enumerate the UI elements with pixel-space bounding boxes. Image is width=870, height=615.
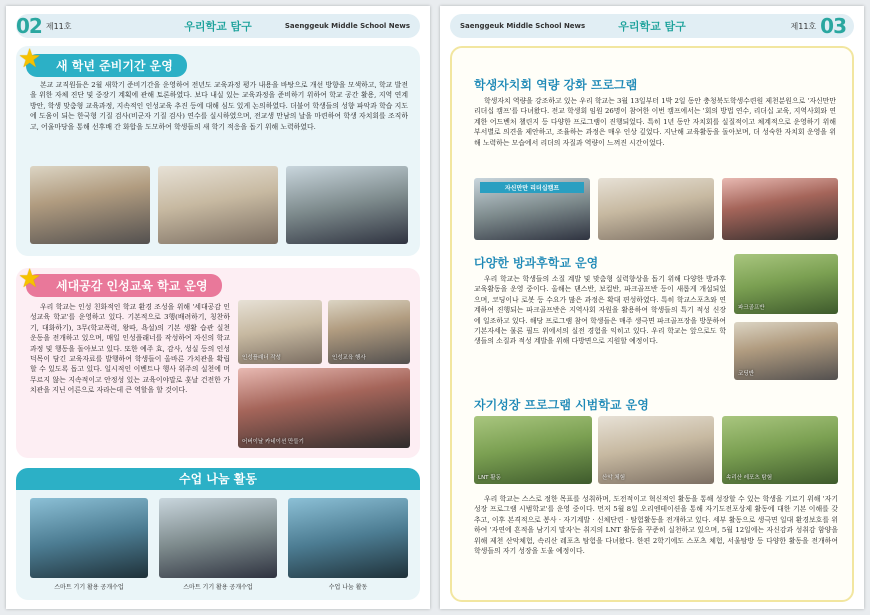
article-title: 자기성장 프로그램 시범학교 운영: [474, 398, 649, 412]
article-new-semester: [16, 46, 420, 256]
article-title: 세대공감 인성교육 학교 운영: [26, 274, 222, 297]
camp-banner: 자신만만 리더십캠프: [480, 182, 584, 193]
article-class-sharing: [16, 468, 420, 600]
page-left: [6, 6, 430, 609]
article-title: 다양한 방과후학교 운영: [474, 256, 599, 270]
article-body: 우리 학교는 스스로 정한 목표를 성취하며, 도전적이고 혁신적인 활동을 통해 성장할 수 있는 학생을 기르기 위해 '자기성장 프로그램 시범학교'를 운영 중이다. 먼저 5월 8일 오리엔테이션을 통해 자기도전포상제 활동에 대한 기본 이해를 갖추고, 이후 본격적으로 봉사 · 자기계발 · 신체단련 · 탐험활동을 전개하고 있다. 세부 활동으로 생극면 일대 환경보호를 위하여 '자연에 흔적을 남기지 말자'는 취지의 LNT 활동을 꾸준히 실천하고 있으며, 5월 12일에는 자신감과 성취감 함양을 위해 제천 산악체험, 속리산 레포츠 탐험을 다녀왔다. 한편 2학기에도 스포츠 체험, 서울탐방 등 다양한 활동을 전개하여 학생들의 자기 성장을 도울 예정이다.: [474, 495, 838, 556]
photo-character-event: 인성교육 행사: [328, 300, 410, 364]
article-body: 학생자치 역량을 강조하고 있는 우리 학교는 3월 13일부터 1박 2일 동안 충청북도학생수련원 제천분원으로 '자신만만 리더십 캠프'를 다녀왔다. 전교 학생회 임원 26명이 참여한 이번 캠프에서는 '회의 방법 연수, 리더십 교육, 지역사회와 연계한 어드벤처 챌린지 등 다양한 프로그램이 진행되었다. 특히 1년 동안 자치회를 실질적이고 체계적으로 운영하기 위해 부서별로 의견을 제안하고, 조율하는 과정은 매우 인상 깊었다. 지난해 교육활동을 돌아보며, 더 성숙한 자치회 운영을 위해 노력하는 모습에서 리더의 자질과 역량이 느껴진 시간이었다.: [474, 97, 836, 147]
issue-number: 제11호: [790, 21, 817, 31]
photo-sokrisan-leports: 속리산 레포츠 탐험: [722, 416, 838, 484]
article-body: 본교 교직원들은 2월 새학기 준비기간을 운영하여 전년도 교육과정 평가 내용을 바탕으로 개선 방향을 모색하고, 학교 발전을 위한 자체 진단 및 중장기 계획에 관해 토론하였다. 보다 내실 있는 교육과정을 준비하기 위하여 학교 공간 활용, 지역 연계 방안, 학생 맞춤형 교육과정, 지속적인 인성교육 추진 등에 대해 심도 있게 논의하였다. 더불어 학생들의 성향 파악과 학습 지도에 도움이 되는 한국형 기질 검사(비군자 기질 검사) 연수를 실시하였으며, 전교생 만남의 날을 마련하여 학생 자치회를 조직하고, 어울마당을 통해 선후배 간 화합을 도모하여 학생들의 새 학기 적응을 돕기 위해 노력하였다.: [30, 81, 408, 131]
page-header: [450, 14, 854, 38]
publication-name: Saenggeuk Middle School News: [460, 22, 586, 30]
photo-park-golf: 파크골프반: [734, 254, 838, 314]
right-content-frame: [450, 46, 854, 602]
photo-leadership-camp-1: [474, 178, 590, 240]
photo-caption: 수업 나눔 활동: [328, 584, 368, 591]
article-body: 우리 학교는 학생들의 소질 계발 및 맞춤형 실력향상을 돕기 위해 다양한 방과후 교육활동을 운영 중이다. 올해는 댄스반, 보컬반, 파크골프반 등이 새롭게 개설되었으며, 코딩이나 로봇 등 수요가 많은 과정은 확대 편성하였다. 특히 학교스포츠와 연계하여 진행되는 파크골프반은 지역사회 자원을 활용하여 학생들의 특기 적성 신장에 일조하고 있다. 해당 프로그램 참여 학생들은 매주 생극면 파크골프장을 방문하여 기본자세는 물론 필드 위에서의 실전 경험을 익히고 있다. 우리 학교는 앞으로도 학생들의 소질과 적성 계발을 위해 다방면으로 지원할 예정이다.: [474, 275, 726, 346]
photo-coding-class: 코딩반: [734, 322, 838, 380]
article-title: 수업 나눔 활동: [16, 468, 420, 490]
article-title: 학생자치회 역량 강화 프로그램: [474, 78, 638, 92]
photo-character-planner: 인성플래너 작성: [238, 300, 322, 364]
photo-leadership-camp-2: [598, 178, 714, 240]
page-right: [440, 6, 864, 609]
section-title: 우리학교 탐구: [184, 20, 252, 33]
photo-student-event: [286, 166, 408, 244]
page-number: 03: [820, 14, 846, 38]
article-body: 우리 학교는 인성 친화적인 학교 환경 조성을 위해 '세대공감 인성교육 학교'를 운영하고 있다. 기본적으로 3행(배려하기, 칭찬하기, 대화하기), 3무(학교폭력, 왕따, 욕설)의 기본 생활 습관 실천 운동을 전개하고 있으며, 매일 인성플래너를 작성하여 자신의 학교 과정 및 행동을 돌아보고 있다. 또한 예주 효, 감사, 성실 등의 인성 덕목이 담긴 교육자료를 발행하여 학생들이 올바른 가치관을 확립할 수 있도록 돕고 있다. 일시적인 이벤트나 행사 위주의 실천에 머무르지 않는 지속적이고 안정성 있는 교육이야말로 훗날 건전한 가치관을 지닌 어른으로 자라는데 큰 역할을 할 것이다.: [30, 303, 230, 395]
photo-caption: 스마트 기기 활용 공개수업: [54, 584, 124, 591]
page-number: 02: [16, 14, 42, 38]
star-icon: ★: [18, 264, 42, 294]
star-icon: ★: [18, 44, 42, 74]
photo-smart-class-1: [30, 498, 148, 578]
photo-student-assembly: [158, 166, 278, 244]
photo-staff-meeting: [30, 166, 150, 244]
article-title: 새 학년 준비기간 운영: [26, 54, 187, 77]
issue-number: 제11호: [45, 21, 72, 31]
photo-caption: 스마트 기기 활용 공개수업: [183, 584, 253, 591]
photo-class-sharing: [288, 498, 408, 578]
photo-carnation-making: 어버이날 카네이션 만들기: [238, 368, 410, 448]
photo-mountain-experience: 산악 체험: [598, 416, 714, 484]
page-header: [16, 14, 420, 38]
publication-name: Saenggeuk Middle School News: [284, 22, 410, 30]
photo-leadership-camp-3: [722, 178, 838, 240]
photo-lnt-activity: LNT 활동: [474, 416, 592, 484]
section-title: 우리학교 탐구: [618, 20, 686, 33]
photo-smart-class-2: [159, 498, 277, 578]
article-character-education: [16, 264, 420, 458]
